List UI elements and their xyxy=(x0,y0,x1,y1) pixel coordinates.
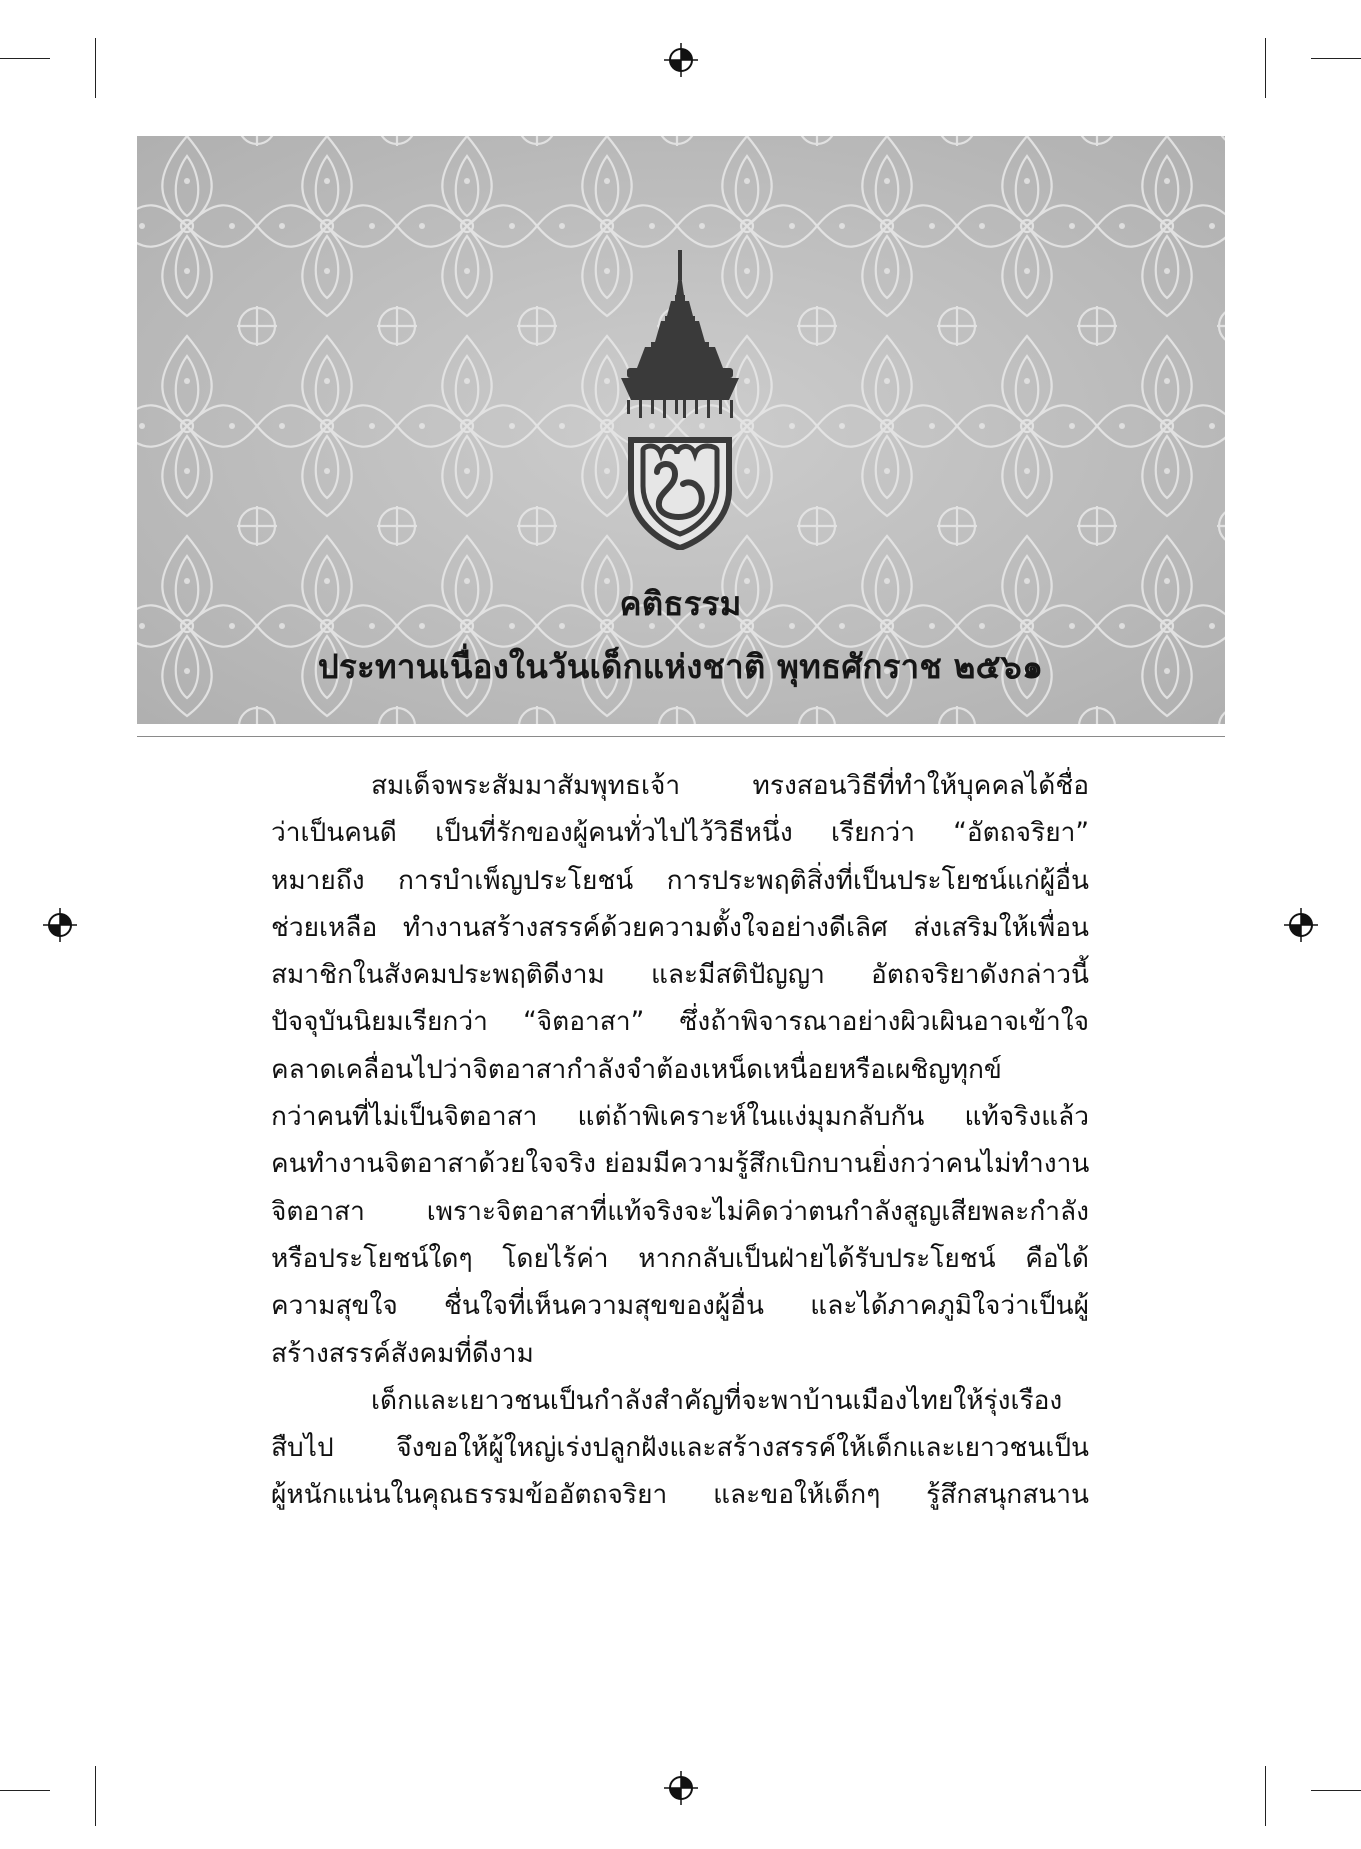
text-line: สมาชิกในสังคมประพฤติดีงาม และมีสติปัญญา อัตถจริยาดังกล่าวนี้ xyxy=(271,960,1089,991)
crop-mark-icon xyxy=(95,1766,96,1826)
text-line: สืบไป จึงขอให้ผู้ใหญ่เร่งปลูกฝังและสร้างสรรค์ให้เด็กและเยาวชนเป็น xyxy=(271,1433,1089,1464)
text-line: หมายถึง การบำเพ็ญประโยชน์ การประพฤติสิ่งที่เป็นประโยชน์แก่ผู้อื่น xyxy=(271,865,1089,896)
text-line: จิตอาสา เพราะจิตอาสาที่แท้จริงจะไม่คิดว่าตนกำลังสูญเสียพละกำลัง xyxy=(271,1196,1089,1227)
crop-mark-icon xyxy=(1265,38,1266,98)
registration-mark-icon xyxy=(1284,908,1318,942)
text-line: ว่าเป็นคนดี เป็นที่รักของผู้คนทั่วไปไว้วิธีหนึ่ง เรียกว่า “อัตถจริยา” xyxy=(271,818,1089,849)
page-title: คติธรรม xyxy=(619,584,742,623)
page-subtitle: ประทานเนื่องในวันเด็กแห่งชาติ พุทธศักราช ๒๕๖๑ xyxy=(317,647,1044,686)
crop-mark-icon xyxy=(0,58,50,59)
text-line: สร้างสรรค์สังคมที่ดีงาม xyxy=(271,1338,534,1369)
text-line: ปัจจุบันนิยมเรียกว่า “จิตอาสา” ซึ่งถ้าพิจารณาอย่างผิวเผินอาจเข้าใจ xyxy=(271,1007,1089,1038)
text-line: กว่าคนที่ไม่เป็นจิตอาสา แต่ถ้าพิเคราะห์ในแง่มุมกลับกัน แท้จริงแล้ว xyxy=(271,1102,1089,1133)
text-line: คนทำงานจิตอาสาด้วยใจจริง ย่อมมีความรู้สึกเบิกบานยิ่งกว่าคนไม่ทำงาน xyxy=(271,1149,1090,1180)
text-line: เด็กและเยาวชนเป็นกำลังสำคัญที่จะพาบ้านเมืองไทยให้รุ่งเรือง xyxy=(371,1385,1063,1416)
royal-emblem-icon xyxy=(617,250,743,550)
body-text xyxy=(271,763,1089,1520)
text-line: ผู้หนักแน่นในคุณธรรมข้ออัตถจริยา และขอให้เด็กๆ รู้สึกสนุกสนาน xyxy=(271,1480,1089,1511)
text-line: สมเด็จพระสัมมาสัมพุทธเจ้า ทรงสอนวิธีที่ทำให้บุคคลได้ชื่อ xyxy=(371,771,1089,801)
text-line: ความสุขใจ ชื่นใจที่เห็นความสุขของผู้อื่น และได้ภาคภูมิใจว่าเป็นผู้ xyxy=(271,1291,1089,1322)
registration-mark-icon xyxy=(43,908,77,942)
crop-mark-icon xyxy=(1311,1790,1361,1791)
crop-mark-icon xyxy=(95,38,96,98)
text-line: ช่วยเหลือ ทำงานสร้างสรรค์ด้วยความตั้งใจอย่างดีเลิศ ส่งเสริมให้เพื่อน xyxy=(271,912,1089,943)
divider xyxy=(137,736,1225,737)
crop-mark-icon xyxy=(1311,58,1361,59)
crop-mark-icon xyxy=(0,1790,50,1791)
text-line: คลาดเคลื่อนไปว่าจิตอาสากำลังจำต้องเหน็ดเหนื่อยหรือเผชิญทุกข์ xyxy=(271,1054,1002,1085)
crop-mark-icon xyxy=(1265,1766,1266,1826)
registration-mark-icon xyxy=(664,1771,698,1805)
registration-mark-icon xyxy=(664,43,698,77)
text-line: หรือประโยชน์ใดๆ โดยไร้ค่า หากกลับเป็นฝ่ายได้รับประโยชน์ คือได้ xyxy=(271,1243,1089,1274)
